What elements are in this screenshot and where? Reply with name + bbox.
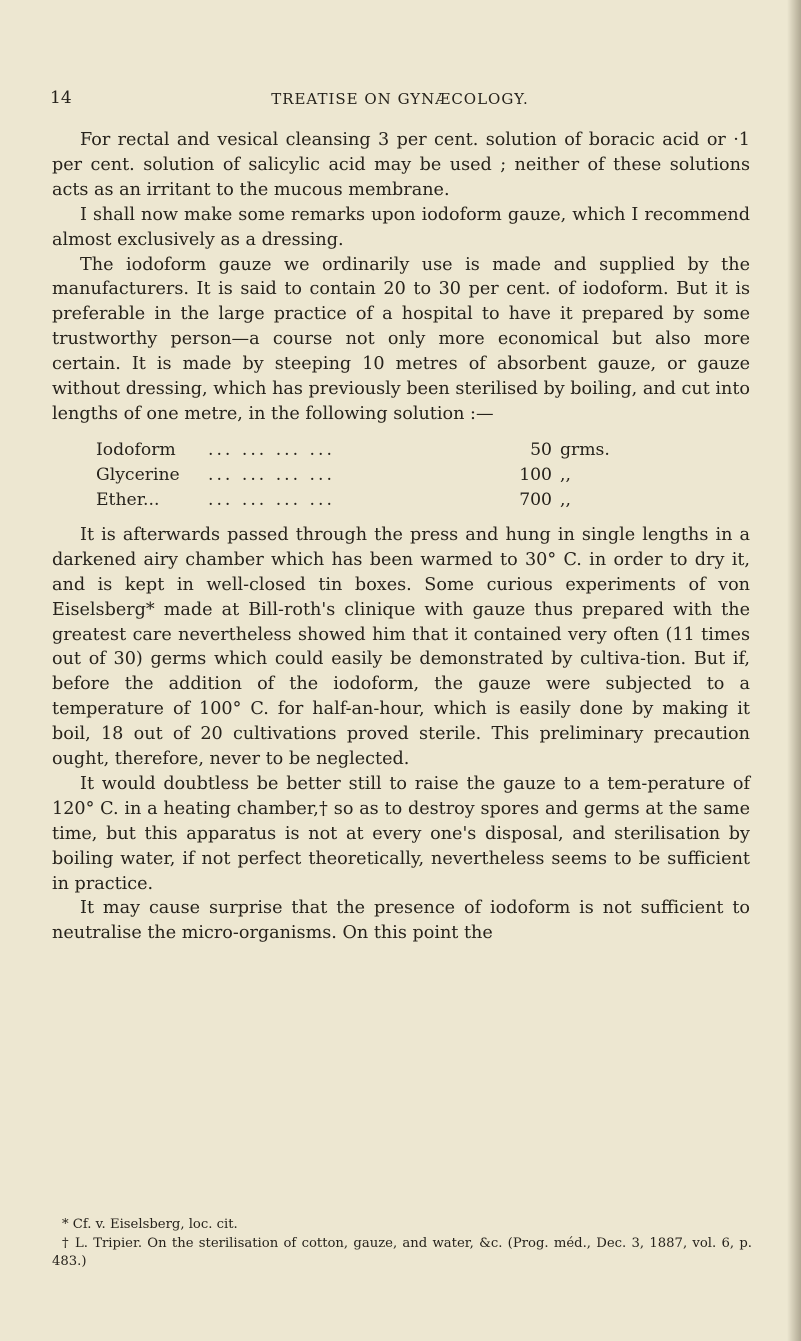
ingredient-unit: ,,: [560, 464, 571, 485]
paragraph: It is afterwards passed through the press and hung in single lengths in a darkened airy chamber which has been warmed to 30° C. in order to dry it, and is kept in well-closed tin boxes. Some curious experiments of von Eiselsberg* made at Bill-roth's clinique with gauze thus prepared with the greatest care nevertheless showed him that it contained very often (11 times out of 30) germs which could easily be demonstrated by cultiva-tion. But if, before the addition of the iodoform, the gauze were subjected to a temperature of 100° C. for half-an-hour, which is easily done by making it boil, 18 out of 20 cultivations proved sterile. This preliminary precaution ought, therefore, never to be neglected.: [52, 524, 750, 770]
ingredient-amount: 100: [519, 464, 552, 485]
formula-table: [96, 438, 616, 513]
running-head: TREATISE ON GYNÆCOLOGY.: [271, 90, 529, 108]
paragraph: It may cause surprise that the presence of iodoform is not sufficient to neutralise the micro-organisms. On this point the: [52, 898, 750, 944]
paragraph: I shall now make some remarks upon iodoform gauze, which I recommend almost exclusively as a dressing.: [52, 204, 750, 250]
leader-dots: ... ... ... ...: [208, 489, 335, 510]
page-number: 14: [50, 88, 72, 108]
formula-row-iodoform: [96, 438, 616, 463]
page-edge-shadow: [787, 0, 801, 1341]
formula-row-glycerine: [96, 463, 616, 488]
paragraph: For rectal and vesical cleansing 3 per cent. solution of boracic acid or ·1 per cent. solution of salicylic acid may be used ; neither of these solutions acts as an irritant to the mucous membrane.: [52, 130, 750, 200]
formula-row-ether: [96, 488, 616, 513]
ingredient-name: Iodoform: [96, 439, 176, 460]
footnote: * Cf. v. Eiselsberg, loc. cit.: [62, 1217, 238, 1232]
leader-dots: ... ... ... ...: [208, 439, 335, 460]
paragraph: It would doubtless be better still to raise the gauze to a tem-perature of 120° C. in a heating chamber,† so as to destroy spores and germs at the same time, but this apparatus is not at every one's disposal, and sterilisation by boiling water, if not perfect theoretically, nevertheless seems to be sufficient in practice.: [52, 773, 750, 894]
footnote: † L. Tripier. On the sterilisation of cotton, gauze, and water, &c. (Prog. méd., Dec. 3, 1887, vol. 6, p. 483.): [52, 1235, 752, 1269]
ingredient-name: Glycerine: [96, 464, 180, 485]
page-header: [50, 88, 750, 112]
ingredient-amount: 50: [530, 439, 552, 460]
ingredient-unit: grms.: [560, 439, 610, 460]
footnotes: [52, 1216, 752, 1272]
body-text: [52, 128, 750, 946]
ingredient-amount: 700: [519, 489, 552, 510]
leader-dots: ... ... ... ...: [208, 464, 335, 485]
ingredient-name: Ether...: [96, 489, 160, 510]
paragraph: The iodoform gauze we ordinarily use is made and supplied by the manufacturers. It is said to contain 20 to 30 per cent. of iodoform. But it is preferable in the large practice of a hospital to have it prepared by some trustworthy person—a course not only more economical but also more certain. It is made by steeping 10 metres of absorbent gauze, or gauze without dressing, which has previously been sterilised by boiling, and cut into lengths of one metre, in the following solution :—: [52, 254, 750, 424]
ingredient-unit: ,,: [560, 489, 571, 510]
